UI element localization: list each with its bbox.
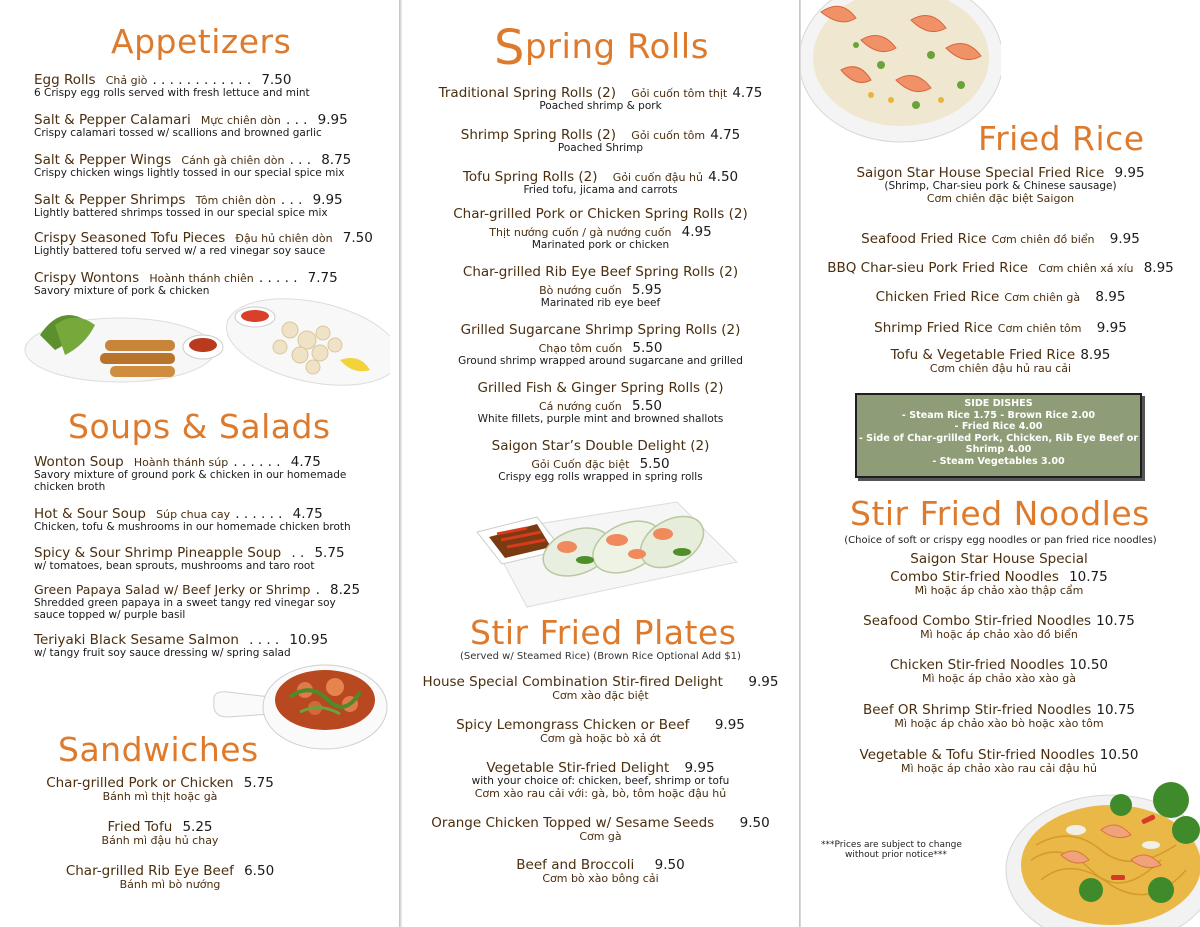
item-vn: Cơm gà hoặc bò xả ớt — [540, 732, 661, 746]
item-vn: Cơm xào đặc biệt — [552, 689, 649, 703]
item-name: Teriyaki Black Sesame Salmon — [34, 632, 239, 648]
fried-rice-heading: Fried Rice — [978, 119, 1145, 158]
sandwiches-heading: Sandwiches — [58, 730, 259, 769]
item-desc: Poached Shrimp — [557, 142, 644, 155]
item-desc: w/ tomatoes, bean sprouts, mushrooms and taro root — [34, 560, 315, 573]
item-dots: . . . — [280, 192, 303, 208]
item-price: 5.50 — [631, 398, 662, 415]
item-price: 8.25 — [330, 582, 361, 598]
menu-item — [34, 190, 343, 220]
item-vn: Mì hoặc áp chảo xào thập cẩm — [914, 584, 1084, 598]
item-name: Fried Tofu — [107, 819, 173, 835]
menu-item — [402, 323, 799, 368]
item-name: Green Papaya Salad w/ Beef Jerky or Shrimp — [34, 582, 311, 597]
item-vn: Cơm bò xào bông cải — [542, 872, 659, 886]
item-price: 8.95 — [1143, 260, 1174, 276]
item-price: 9.50 — [654, 857, 685, 873]
item-price: 9.95 — [1109, 231, 1140, 247]
item-name: Vegetable & Tofu Stir-fried Noodles — [859, 747, 1095, 763]
item-vn: Chạo tôm cuốn — [538, 342, 623, 356]
spring-rolls-title: pring Rolls — [524, 27, 709, 67]
appetizer-plates-image — [15, 295, 390, 405]
menu-item — [34, 150, 351, 180]
side-dish-line: - Side of Char-grilled Pork, Chicken, Rib Eye Beef or — [858, 432, 1139, 444]
item-name: Salt & Pepper Shrimps — [34, 192, 186, 208]
item-name: Char-grilled Pork or Chicken — [46, 775, 234, 791]
menu-item — [34, 630, 328, 660]
item-price: 8.95 — [1080, 347, 1111, 363]
item-price: 10.75 — [1069, 569, 1108, 586]
item-price: 9.95 — [684, 760, 715, 776]
item-price: 10.95 — [289, 632, 329, 648]
item-desc: 6 Crispy egg rolls served with fresh lettuce and mint — [34, 87, 310, 100]
side-dish-line: - Steam Vegetables 3.00 — [932, 455, 1065, 467]
item-price: 5.50 — [632, 340, 663, 357]
item-dots: . . . . . . — [233, 454, 281, 470]
price-notice — [821, 840, 962, 860]
noodles-subtitle: (Choice of soft or crispy egg noodles or pan fried rice noodles) — [844, 535, 1157, 546]
item-dots: . . . . . — [258, 270, 298, 286]
menu-item — [34, 580, 360, 622]
item-vn: Hoành thánh chiên — [149, 272, 254, 285]
spring-rolls-plate-image — [467, 492, 742, 612]
item-price: 10.50 — [1099, 747, 1139, 763]
item-price: 4.50 — [708, 169, 739, 185]
menu-item — [801, 229, 1200, 247]
item-vn: Cơm chiên đồ biển — [991, 233, 1095, 246]
menu-item — [34, 504, 351, 534]
item-vn: Bánh mì thịt hoặc gà — [102, 790, 218, 804]
item-price: 9.95 — [1114, 165, 1145, 181]
item-price: 5.50 — [639, 456, 670, 473]
menu-item — [402, 758, 799, 800]
item-name: Hot & Sour Soup — [34, 506, 146, 522]
menu-item — [402, 813, 799, 843]
menu-item — [801, 552, 1197, 598]
menu-item — [34, 110, 348, 140]
item-price: 9.50 — [739, 815, 770, 831]
item-price: 9.95 — [748, 674, 779, 690]
menu-item — [34, 70, 310, 100]
menu-item — [402, 83, 799, 113]
item-vn: Mì hoặc áp chảo xào rau cải đậu hủ — [901, 762, 1097, 776]
item-name: Shrimp Spring Rolls (2) — [460, 127, 617, 143]
item-vn: Súp chua cay — [156, 508, 231, 521]
stir-fried-plates-subtitle: (Served w/ Steamed Rice) (Brown Rice Optional Add $1) — [460, 651, 741, 662]
item-name: Salt & Pepper Wings — [34, 152, 172, 168]
item-dots: . . . . . . — [235, 506, 283, 522]
menu-item — [0, 817, 320, 847]
item-price: 9.95 — [714, 717, 745, 733]
menu-item — [34, 543, 345, 573]
item-price: 9.95 — [312, 192, 343, 208]
appetizers-heading: Appetizers — [111, 22, 292, 61]
menu-item — [34, 268, 338, 298]
item-desc: Crispy calamari tossed w/ scallions and browned garlic — [34, 127, 322, 140]
item-price: 9.95 — [1096, 320, 1127, 336]
menu-item — [402, 381, 799, 426]
item-name: Seafood Combo Stir-fried Noodles — [863, 613, 1092, 629]
item-vn: Mực chiên dòn — [200, 114, 281, 127]
item-vn: Gỏi cuốn đậu hủ — [612, 171, 703, 184]
item-name: Combo Stir-fried Noodles — [890, 569, 1059, 586]
item-name: Grilled Sugarcane Shrimp Spring Rolls (2) — [460, 322, 741, 338]
left-panel — [0, 0, 399, 927]
menu-item — [801, 655, 1197, 685]
fried-rice-plate-image — [801, 0, 1001, 145]
item-desc: Lightly battered shrimps tossed in our special spice mix — [34, 207, 328, 220]
item-vn: Mì hoặc áp chảo xào bò hoặc xào tôm — [894, 717, 1104, 731]
item-desc: Shredded green papaya in a sweet tangy red vinegar soy — [34, 597, 336, 610]
side-dish-line: - Fried Rice 4.00 — [954, 421, 1043, 432]
menu-item — [402, 207, 799, 252]
item-vn: Cánh gà chiên dòn — [181, 154, 285, 167]
item-vn: Cơm chiên gà — [1004, 291, 1081, 304]
item-vn: Cơm gà — [579, 830, 622, 844]
item-price: 5.95 — [631, 282, 662, 299]
item-vn: Đậu hủ chiên dòn — [235, 232, 333, 245]
item-price: 7.75 — [307, 270, 338, 286]
item-price: 6.50 — [244, 863, 275, 879]
item-vn: Chả giò — [105, 74, 148, 87]
item-vn: Cơm chiên đậu hủ rau cải — [929, 362, 1072, 376]
item-name: Orange Chicken Topped w/ Sesame Seeds — [431, 815, 715, 831]
menu-item — [402, 439, 799, 484]
item-desc: Crispy egg rolls wrapped in spring rolls — [498, 471, 703, 484]
item-name: Chicken Fried Rice — [875, 289, 1000, 305]
item-name: Saigon Star House Special Fried Rice — [856, 165, 1105, 181]
side-dishes-title: SIDE DISHES — [964, 398, 1033, 409]
item-vn: Cá nướng cuốn — [539, 400, 622, 414]
menu-item — [801, 258, 1200, 276]
menu-item — [801, 700, 1197, 730]
item-price: 10.50 — [1069, 657, 1109, 673]
item-dots: . . . . — [249, 632, 280, 648]
item-name: Spicy Lemongrass Chicken or Beef — [456, 717, 690, 733]
item-name: Seafood Fried Rice — [861, 231, 987, 247]
item-name: Tofu Spring Rolls (2) — [462, 169, 598, 185]
item-vn: Bò nướng cuốn — [539, 284, 622, 298]
soups-salads-heading: Soups & Salads — [68, 407, 331, 446]
menu-item — [801, 163, 1200, 205]
noodles-plate-image — [1001, 760, 1200, 927]
item-vn: Cơm xào rau cải với: gà, bò, tôm hoặc đậu hủ — [474, 786, 727, 800]
menu-item — [402, 672, 799, 702]
menu-item — [402, 855, 799, 885]
item-price: 5.25 — [182, 819, 213, 835]
item-desc: w/ tangy fruit soy sauce dressing w/ spring salad — [34, 647, 291, 660]
item-name: BBQ Char-sieu Pork Fried Rice — [827, 260, 1029, 276]
item-vn: Cơm chiên đặc biệt Saigon — [926, 191, 1075, 205]
item-desc: Crispy chicken wings lightly tossed in our special spice mix — [34, 167, 345, 180]
menu-item — [801, 611, 1197, 641]
menu-item — [34, 228, 373, 258]
item-price: 4.75 — [732, 85, 763, 101]
item-price: 4.75 — [710, 127, 741, 143]
item-price: 4.75 — [292, 506, 323, 522]
stir-fried-plates-heading: Stir Fried Plates — [470, 613, 737, 652]
item-desc: with your choice of: chicken, beef, shrimp or tofu — [471, 775, 730, 788]
item-vn: Thịt nướng cuốn / gà nướng cuốn — [489, 226, 672, 240]
item-price: 5.75 — [314, 545, 345, 561]
item-name: Char-grilled Rib Eye Beef Spring Rolls (2) — [462, 264, 739, 280]
item-price: 8.75 — [321, 152, 352, 168]
item-dots: . — [315, 582, 320, 598]
menu-item — [801, 287, 1200, 305]
item-desc: Marinated rib eye beef — [540, 297, 661, 310]
price-notice-line: ***Prices are subject to change — [821, 840, 962, 850]
item-dots: . . — [291, 545, 305, 561]
item-name: Tofu & Vegetable Fried Rice — [890, 347, 1076, 363]
middle-panel — [402, 0, 799, 927]
item-vn: Gỏi cuốn tôm — [631, 129, 706, 142]
menu-item — [402, 125, 799, 155]
menu-item — [402, 715, 799, 745]
item-vn: Bánh mì đậu hủ chay — [101, 834, 219, 848]
item-desc: White fillets, purple mint and browned shallots — [477, 413, 724, 426]
menu-item — [402, 265, 799, 310]
item-name: Beef and Broccoli — [516, 857, 635, 873]
item-name: Shrimp Fried Rice — [874, 320, 993, 336]
item-price: 4.95 — [681, 224, 712, 241]
item-price: 10.75 — [1096, 702, 1136, 718]
item-price: 5.75 — [243, 775, 274, 791]
item-price: 9.95 — [317, 112, 348, 128]
item-name: Crispy Wontons — [34, 270, 140, 286]
item-vn: Gỏi cuốn tôm thịt — [631, 87, 728, 100]
item-name: Egg Rolls — [34, 72, 96, 88]
spring-rolls-heading — [494, 20, 709, 76]
item-vn: Cơm chiên xá xíu — [1038, 262, 1134, 275]
item-name: Salt & Pepper Calamari — [34, 112, 191, 128]
stir-fried-noodles-heading: Stir Fried Noodles — [850, 494, 1150, 533]
item-vn: Hoành thánh súp — [133, 456, 229, 469]
item-vn: Cơm chiên tôm — [997, 322, 1082, 335]
item-name: Vegetable Stir-fried Delight — [486, 760, 670, 776]
item-vn: Mì hoặc áp chảo xào đồ biển — [920, 628, 1078, 642]
side-dishes-box — [855, 393, 1142, 478]
item-desc: Fried tofu, jicama and carrots — [523, 184, 678, 197]
item-name: Saigon Star’s Double Delight (2) — [491, 438, 710, 454]
item-vn: Tôm chiên dòn — [195, 194, 276, 207]
item-desc: Chicken, tofu & mushrooms in our homemade chicken broth — [34, 521, 351, 534]
item-price: 4.75 — [290, 454, 321, 470]
menu-item — [402, 167, 799, 197]
spring-rolls-initial: S — [494, 20, 525, 76]
item-desc: sauce topped w/ purple basil — [34, 608, 186, 621]
side-dish-line: - Steam Rice 1.75 - Brown Rice 2.00 — [901, 409, 1096, 421]
item-name: Chicken Stir-fried Noodles — [889, 657, 1065, 673]
item-name: Char-grilled Pork or Chicken Spring Rolls (2) — [453, 206, 748, 222]
item-vn: Mì hoặc áp chảo xào xào gà — [922, 672, 1076, 686]
menu-item — [801, 345, 1200, 375]
item-dots: . . . . . . . . . . . . — [152, 72, 252, 88]
item-dots: . . . — [289, 152, 312, 168]
menu-item — [0, 773, 320, 803]
price-notice-line: without prior notice*** — [845, 850, 947, 860]
item-desc: (Shrimp, Char-sieu pork & Chinese sausage) — [884, 180, 1117, 193]
item-name: Beef OR Shrimp Stir-fried Noodles — [862, 702, 1092, 718]
item-desc: chicken broth — [34, 480, 106, 493]
item-desc: Ground shrimp wrapped around sugarcane and grilled — [458, 355, 743, 368]
side-dish-line: Shrimp 4.00 — [965, 444, 1032, 455]
item-name: Char-grilled Rib Eye Beef — [65, 863, 234, 879]
menu-item — [801, 318, 1200, 336]
item-price: 10.75 — [1096, 613, 1135, 629]
item-vn: Gỏi Cuốn đặc biệt — [531, 458, 630, 472]
item-name: House Special Combination Stir-fired Delight — [422, 674, 723, 690]
menu-item — [0, 861, 340, 891]
item-desc: Savory mixture of pork & chicken — [34, 285, 210, 298]
item-name: Grilled Fish & Ginger Spring Rolls (2) — [477, 380, 724, 396]
item-desc: Marinated pork or chicken — [531, 239, 670, 252]
item-name: Traditional Spring Rolls (2) — [438, 85, 617, 101]
item-desc: Lightly battered tofu served w/ a red vinegar soy sauce — [34, 245, 326, 258]
item-price: 7.50 — [261, 72, 292, 88]
item-name: Crispy Seasoned Tofu Pieces — [34, 230, 226, 246]
item-name: Wonton Soup — [34, 454, 124, 470]
item-dots: . . . — [285, 112, 308, 128]
item-vn: Bánh mì bò nướng — [119, 878, 221, 892]
item-name: Saigon Star House Special — [910, 551, 1088, 567]
item-price: 7.50 — [342, 230, 373, 246]
item-price: 8.95 — [1095, 289, 1126, 305]
menu-item — [34, 452, 346, 494]
item-desc: Savory mixture of ground pork & chicken in our homemade — [34, 469, 347, 482]
item-desc: Poached shrimp & pork — [539, 100, 662, 113]
item-name: Spicy & Sour Shrimp Pineapple Soup — [34, 545, 282, 561]
